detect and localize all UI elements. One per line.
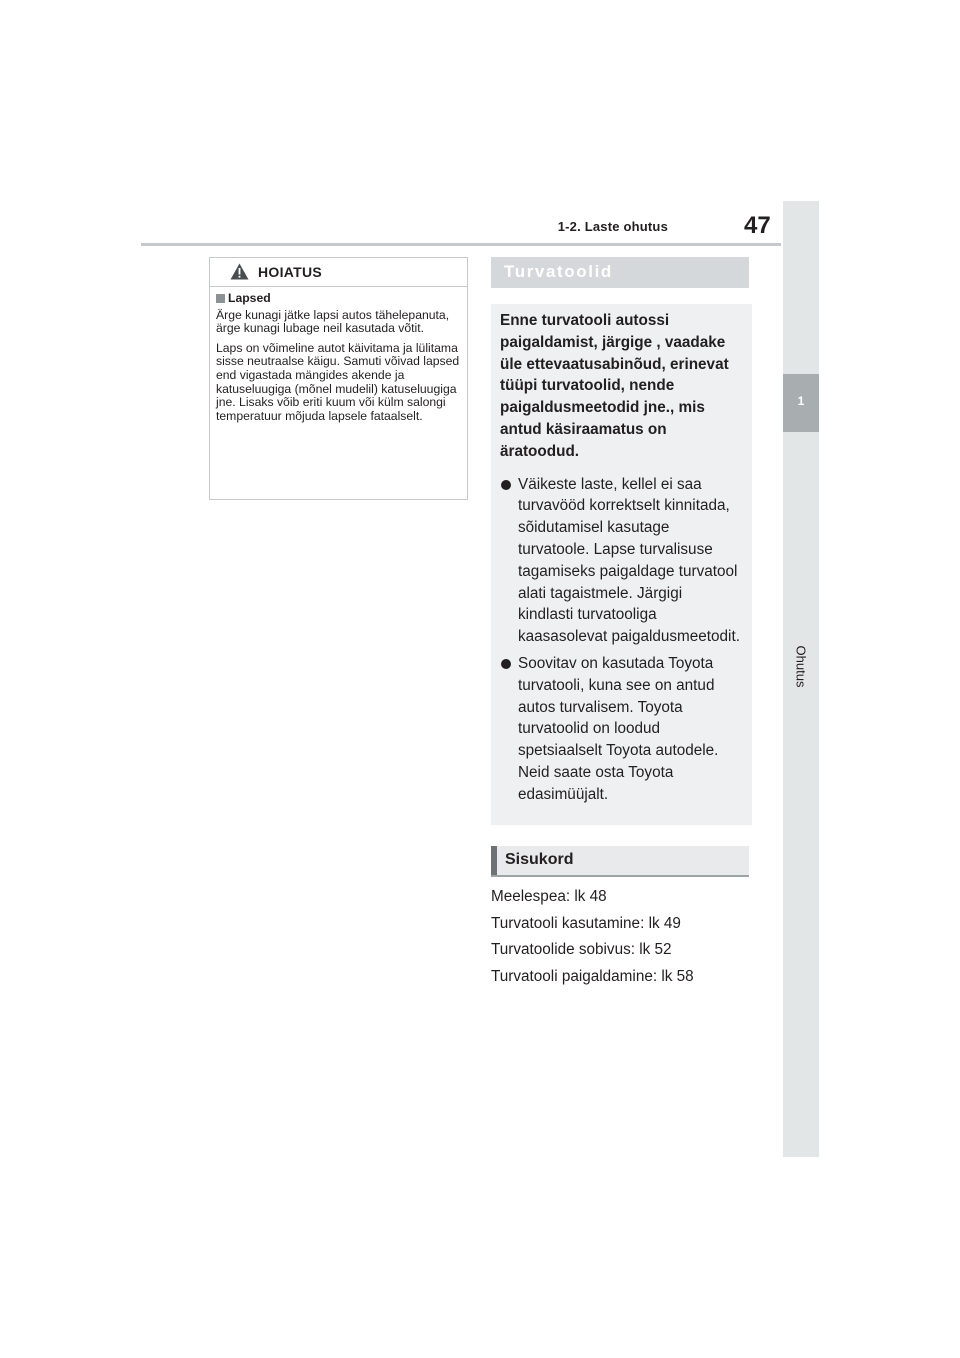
contents-link-turvatooli-kasutamine[interactable]: Turvatooli kasutamine: lk 49: [491, 914, 681, 932]
warning-body: [210, 287, 467, 423]
chapter-side-tab: [783, 201, 819, 1157]
section-title: Sisukord: [505, 851, 574, 868]
warning-box: [209, 257, 468, 500]
chapter-title-text: Ohutus: [793, 645, 809, 688]
intro-box: [491, 304, 752, 825]
warning-triangle-icon: [230, 263, 249, 280]
bullet-dot-icon: [501, 659, 511, 669]
list-item-text: Väikeste laste, kellel ei saa turvavööd korrektselt kinnitada, sõidutamisel kasutage turvatoole. Lapse turvalisuse tagamiseks paigaldage turvatool alati tagaistmele. Järgigi kindlasti turvatooliga kaasasolevat paigaldusmeetodit.: [518, 475, 740, 646]
list-item-text: Soovitav on kasutada Toyota turvatooli, kuna see on antud autos turvalisem. Toyota turvatoolid on loodud spetsiaalselt Toyota autodele. Neid saate osta Toyota edasimüüjalt.: [518, 654, 719, 803]
page-number: 47: [744, 212, 771, 239]
list-item: [500, 653, 740, 806]
section-title: Turvatoolid: [504, 262, 613, 281]
warning-subheading-text: Lapsed: [228, 291, 271, 305]
square-marker-icon: [216, 294, 225, 303]
chapter-number: 1: [797, 394, 805, 408]
section-heading-turvatoolid: [491, 257, 749, 288]
contents-link-turvatoolide-sobivus[interactable]: Turvatoolide sobivus: lk 52: [491, 941, 672, 959]
warning-subheading: [216, 292, 460, 306]
running-header-section: 1-2. Laste ohutus: [557, 219, 668, 234]
warning-header: [210, 258, 467, 287]
warning-title: HOIATUS: [258, 264, 323, 280]
contents-list: [491, 884, 694, 990]
contents-link-meelespea[interactable]: Meelespea: lk 48: [491, 888, 607, 905]
heading-bar: [491, 846, 497, 875]
warning-paragraph: Laps on võimeline autot käivitama ja lülitama sisse neutraalse käigu. Samuti võivad lapsed end vigastada mängides akende ja katuseluugiga (mõnel mudelil) katuseluugiga jne. Lisaks võib eriti kuum või külm salongi temperatuur mõjuda lapsele fataalselt.: [216, 340, 460, 423]
bullet-list: [500, 474, 740, 806]
chapter-title: [788, 639, 814, 699]
header-rule: [141, 243, 781, 246]
bullet-dot-icon: [501, 480, 511, 490]
intro-lead-text: Enne turvatooli autossi paigaldamist, järgige , vaadake üle ettevaatusabinõud, erinevat tüüpi turvatoolid, nende paigaldusmeetodid jne., mis antud käsiraamatus on äratoodud.: [500, 312, 729, 460]
warning-paragraph: Ärge kunagi jätke lapsi autos tähelepanuta, ärge kunagi lubage neil kasutada võtit.: [216, 307, 450, 336]
contents-link-turvatooli-paigaldamine[interactable]: Turvatooli paigaldamine: lk 58: [491, 967, 694, 985]
list-item: [500, 474, 740, 648]
section-heading-sisukord: [491, 846, 749, 877]
